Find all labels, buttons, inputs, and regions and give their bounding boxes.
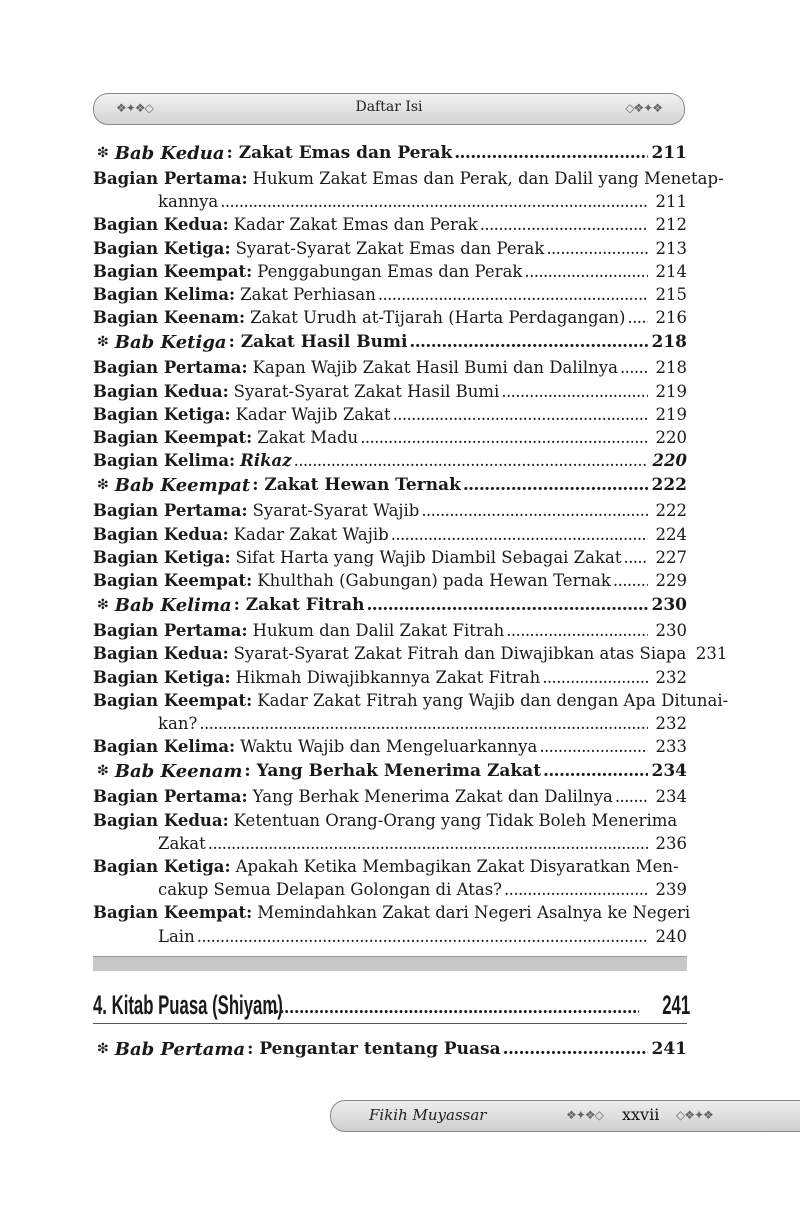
kitab-heading [93,983,691,1024]
toc-entry [93,237,687,260]
bab-title: : Pengantar tentang Puasa [247,1038,501,1059]
dot-leader [546,237,648,260]
footer-book-title: Fikih Muyassar [369,1106,487,1124]
page-number: 241 [651,1038,687,1059]
running-header [93,93,685,125]
section-rule [93,956,687,971]
entry-text: Memindahkan Zakat dari Negeri Asalnya ke Negeri [257,903,691,923]
dot-leader [623,546,648,569]
toc-entry [93,426,687,449]
toc-entry [93,356,687,379]
dot-leader [615,785,648,808]
entry-text-continued: kan? [158,714,198,734]
dot-leader [409,329,648,356]
entry-text: Yang Berhak Menerima Zakat dan Dalilnya [252,787,613,807]
entry-label: Bagian Pertama: [93,501,248,521]
dot-leader [393,403,648,426]
entry-text: Sifat Harta yang Wajib Diambil Sebagai Zakat [235,547,622,567]
entry-text-continued: Zakat [158,833,206,853]
entry-label: Bagian Keempat: [93,690,253,710]
bab-section [93,758,691,947]
page-number: 220 [655,428,687,448]
asterisk-icon: ❇ [97,477,109,494]
page-number: 231 [695,644,728,664]
page-number: 216 [655,308,687,328]
toc-entry [93,855,687,901]
kitab-title: 4. Kitab Puasa (Shiyam) [93,989,283,1020]
bab-title: : Zakat Hewan Ternak [252,475,461,496]
entry-text: Syarat-Syarat Zakat Emas dan Perak [235,238,545,258]
bab-title: : Zakat Fitrah [233,595,365,616]
dot-leader [220,190,648,213]
entry-label: Bagian Kelima: [93,737,236,757]
page-number: 234 [651,761,687,782]
bab-heading [93,592,687,619]
entry-label: Bagian Keempat: [93,571,253,591]
dot-leader [539,735,648,758]
dot-leader [627,306,648,329]
entry-label: Bagian Keempat: [93,261,253,281]
bab-section [93,140,724,329]
entry-label: Bagian Kedua: [93,381,229,401]
entry-text: Hikmah Diwajibkannya Zakat Fitrah [235,667,541,687]
entry-text: Hukum Zakat Emas dan Perak, dan Dalil yang Menetap- [252,169,724,188]
bab-label: Bab Pertama [114,1038,246,1060]
page-number: 230 [651,595,687,616]
toc-entry [93,619,687,642]
entry-label: Bagian Keempat: [93,428,253,448]
table-of-contents [93,140,729,1063]
dot-leader [504,878,648,901]
bab-heading [93,329,687,356]
bab-heading [93,758,687,785]
page-number: 236 [655,833,687,853]
toc-entry [93,213,687,236]
page-number: 218 [655,358,687,378]
page-number: 239 [655,880,687,900]
entry-label: Bagian Ketiga: [93,404,231,424]
footer-page-number: xxvii [622,1105,660,1124]
toc-entry [93,666,687,689]
entry-label: Bagian Ketiga: [93,667,231,687]
entry-text: Syarat-Syarat Wajib [252,501,420,521]
entry-text: Penggabungan Emas dan Perak [257,261,523,281]
entry-label: Bagian Keenam: [93,308,246,328]
bab-heading [93,140,687,167]
entry-text-continued: cakup Semua Delapan Golongan di Atas? [158,880,503,900]
dot-leader [501,380,648,403]
toc-entry [93,809,687,855]
toc-entry [93,449,687,472]
dot-leader [208,832,648,855]
bab-title: : Zakat Emas dan Perak [226,143,453,163]
toc-entry [93,403,687,426]
page-number: 232 [655,667,687,687]
entry-label: Bagian Pertama: [93,787,248,807]
entry-label: Bagian Keempat: [93,903,253,923]
toc-entry [93,785,687,808]
entry-text-continued: Lain [158,926,195,946]
entry-continuation [93,712,687,735]
dot-leader [378,283,648,306]
footer-ornament-right-icon: ◇❖✦❖ [676,1108,713,1122]
entry-text: Kadar Zakat Wajib [233,524,389,544]
dot-leader [542,666,648,689]
bab-section [93,472,687,592]
page-number: 213 [655,238,687,258]
toc-entry [93,569,687,592]
dot-leader [480,213,648,236]
page-number: 211 [651,143,687,163]
page-number: 215 [655,285,687,305]
footer-ornament-left-icon: ❖✦❖◇ [566,1108,603,1122]
entry-first-line [93,689,729,712]
entry-label: Bagian Kedua: [93,644,229,664]
entry-text: Kadar Zakat Fitrah yang Wajib dan dengan Apa Ditunai- [257,690,729,710]
asterisk-icon: ❇ [97,763,109,780]
page-number: 218 [651,332,687,353]
dot-leader [199,712,648,735]
toc-entry [93,689,729,735]
page-number: 211 [655,192,687,212]
running-footer [330,1100,800,1132]
dot-leader [503,1036,648,1063]
entry-text: Rikaz [240,451,292,471]
bab-label: Bab Ketiga [114,332,227,354]
dot-leader [463,472,648,499]
entry-label: Bagian Kelima: [93,285,236,305]
page-number: 220 [652,451,687,471]
entry-text: Kapan Wajib Zakat Hasil Bumi dan Dalilnya [252,358,618,378]
entry-text: Kadar Zakat Emas dan Perak [233,215,478,235]
dot-leader [366,592,648,619]
page-number: 240 [655,926,687,946]
entry-label: Bagian Pertama: [93,358,248,378]
toc-entry [93,306,687,329]
entry-label: Bagian Ketiga: [93,857,231,877]
entry-text: Kadar Wajib Zakat [235,404,391,424]
page-number: 212 [655,215,687,235]
entry-text: Zakat Madu [257,428,359,448]
entry-label: Bagian Kelima: [93,451,236,471]
toc-entry [93,735,687,758]
page-number: 219 [655,381,687,401]
entry-label: Bagian Ketiga: [93,547,231,567]
asterisk-icon: ❇ [97,1040,109,1057]
page-number: 214 [655,261,687,281]
entry-label: Bagian Kedua: [93,215,229,235]
asterisk-icon: ❇ [97,597,109,614]
entry-text: Syarat-Syarat Zakat Fitrah dan Diwajibkan atas Siapa [233,644,687,664]
entry-continuation [93,190,687,213]
entry-text: Syarat-Syarat Zakat Hasil Bumi [233,381,500,401]
entry-continuation [93,832,687,855]
bab-label: Bab Kelima [114,595,232,617]
bab-label: Bab Keempat [114,475,251,497]
toc-entry [93,283,687,306]
dot-leader [543,758,648,785]
entry-text: Ketentuan Orang-Orang yang Tidak Boleh Menerima [233,810,678,830]
toc-entry [93,901,691,947]
entry-label: Bagian Pertama: [93,621,248,641]
dot-leader [197,925,648,948]
page-number: 232 [655,714,687,734]
page-number: 229 [655,571,687,591]
page-number: 233 [655,737,687,757]
page-number: 219 [655,404,687,424]
entry-label: Bagian Kedua: [93,810,229,830]
page-number: 227 [655,547,687,567]
bab-section [93,592,729,758]
toc-entry [93,260,687,283]
entry-text: Waktu Wajib dan Mengeluarkannya [240,737,538,757]
bab-section [93,329,687,472]
entry-text: Apakah Ketika Membagikan Zakat Disyaratkan Men- [235,857,679,877]
toc-entry [93,499,687,522]
header-title: Daftar Isi [355,99,423,115]
bab-heading [93,472,687,499]
entry-first-line [93,855,687,878]
dot-leader [360,426,648,449]
bab-title: : Yang Berhak Menerima Zakat [244,761,542,782]
dot-leader [421,499,648,522]
toc-entry [93,167,724,213]
entry-label: Bagian Kedua: [93,524,229,544]
kitab-page: 241 [662,989,691,1020]
dot-leader [454,140,648,167]
entry-continuation [93,925,687,948]
bab-title: : Zakat Hasil Bumi [228,332,408,353]
toc-entry [93,642,728,665]
entry-text: Zakat Urudh at-Tijarah (Harta Perdagangan) [250,308,626,328]
entry-label: Bagian Pertama: [93,169,248,188]
dot-leader [524,260,648,283]
toc-entry [93,523,687,546]
entry-text: Zakat Perhiasan [240,285,376,305]
dot-leader [391,523,648,546]
asterisk-icon: ❇ [97,334,109,351]
dot-leader [294,449,648,472]
entry-text: Hukum dan Dalil Zakat Fitrah [252,621,505,641]
entry-first-line [93,167,724,190]
dot-leader [613,569,648,592]
entry-label: Bagian Ketiga: [93,238,231,258]
entry-first-line [93,809,687,832]
bab-label: Bab Kedua [114,143,225,164]
entry-text-continued: kannya [158,192,219,212]
dot-leader [269,998,639,1017]
dot-leader [620,356,648,379]
bab-heading [93,1036,687,1063]
asterisk-icon: ❇ [97,145,109,161]
page-number: 224 [655,524,687,544]
ornament-right-icon: ◇❖✦❖ [625,101,662,115]
bab-label: Bab Keenam [114,761,243,783]
page-number: 230 [655,621,687,641]
page-number: 222 [651,475,687,496]
ornament-left-icon: ❖✦❖◇ [116,101,153,115]
toc-entry [93,546,687,569]
page-number: 222 [655,501,687,521]
entry-first-line [93,901,691,924]
dot-leader [506,619,648,642]
toc-entry [93,380,687,403]
entry-text: Khulthah (Gabungan) pada Hewan Ternak [257,571,611,591]
page-number: 234 [655,787,687,807]
entry-continuation [93,878,687,901]
